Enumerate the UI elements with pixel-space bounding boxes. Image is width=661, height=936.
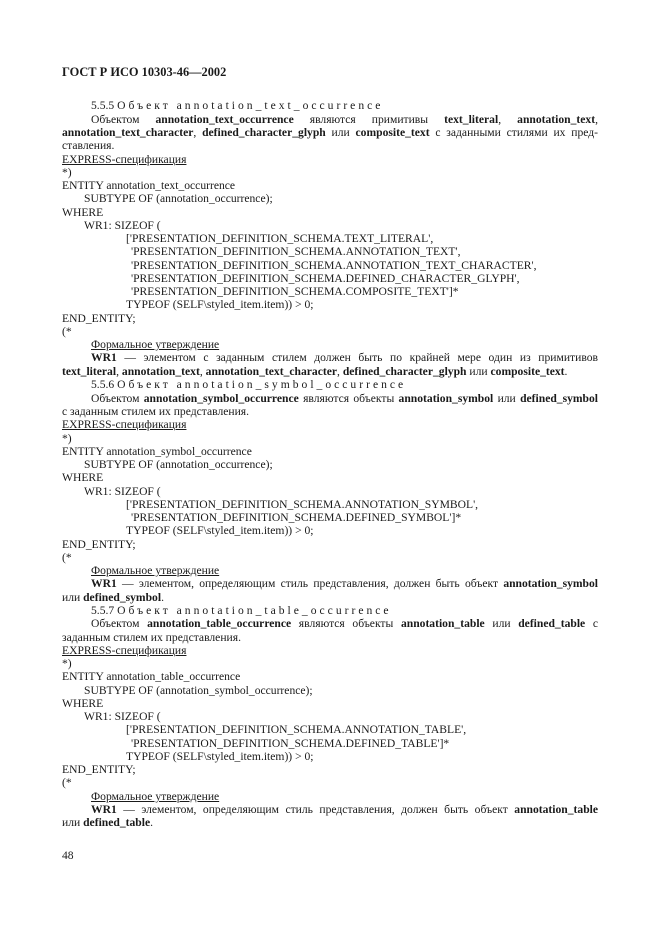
code-line: (* (62, 551, 72, 564)
code-line: SUBTYPE OF (annotation_symbol_occurrence); (84, 684, 313, 697)
code-line: 'PRESENTATION_DEFINITION_SCHEMA.ANNOTATION_TEXT', (131, 245, 461, 258)
code-line: ENTITY annotation_table_occurrence (62, 670, 241, 683)
code-line: TYPEOF (SELF\styled_item.item)) > 0; (126, 524, 314, 537)
section-heading-5-5-7 (91, 604, 392, 617)
paragraph-line: Объектом annotation_text_occurrence являются примитивы text_literal, annotation_text, (91, 113, 598, 126)
formal-statement-label: Формальное утверждение (91, 564, 220, 577)
code-line: 'PRESENTATION_DEFINITION_SCHEMA.DEFINED_CHARACTER_GLYPH', (131, 272, 520, 285)
code-line: ['PRESENTATION_DEFINITION_SCHEMA.ANNOTATION_TABLE', (126, 723, 467, 736)
express-spec-label: EXPRESS-спецификация (62, 644, 187, 657)
code-line: 'PRESENTATION_DEFINITION_SCHEMA.DEFINED_TABLE']* (131, 737, 450, 750)
code-line: WR1: SIZEOF ( (84, 485, 161, 498)
rule-line: или defined_symbol. (62, 591, 164, 604)
code-line: ENTITY annotation_symbol_occurrence (62, 445, 252, 458)
rule-line: WR1 — элементом с заданным стилем должен быть по крайней мере один из примитивов (91, 351, 598, 364)
code-line: TYPEOF (SELF\styled_item.item)) > 0; (126, 298, 314, 311)
code-line: WR1: SIZEOF ( (84, 219, 161, 232)
code-line: END_ENTITY; (62, 538, 136, 551)
code-line: SUBTYPE OF (annotation_occurrence); (84, 192, 273, 205)
code-line: *) (62, 657, 72, 670)
code-line: 'PRESENTATION_DEFINITION_SCHEMA.ANNOTATION_TEXT_CHARACTER', (131, 259, 537, 272)
formal-statement-label: Формальное утверждение (91, 338, 220, 351)
paragraph-line: annotation_text_character, defined_character_glyph или composite_text с заданными стилями их пред- (62, 126, 599, 139)
paragraph-line: ставления. (62, 139, 115, 152)
formal-statement-label: Формальное утверждение (91, 790, 220, 803)
paragraph-line: Объектом annotation_table_occurrence являются объекты annotation_table или defined_table с (91, 617, 599, 630)
code-line: ['PRESENTATION_DEFINITION_SCHEMA.TEXT_LITERAL', (126, 232, 434, 245)
code-line: WHERE (62, 697, 104, 710)
section-heading-5-5-6 (91, 378, 406, 391)
code-line: SUBTYPE OF (annotation_occurrence); (84, 458, 273, 471)
express-spec-label: EXPRESS-спецификация (62, 418, 187, 431)
code-line: (* (62, 325, 72, 338)
code-line: ['PRESENTATION_DEFINITION_SCHEMA.ANNOTATION_SYMBOL', (126, 498, 479, 511)
code-line: END_ENTITY; (62, 312, 136, 325)
rule-line: или defined_table. (62, 816, 154, 829)
paragraph-line: заданным стилем их представления. (62, 631, 241, 644)
section-number: 5.5.6 (91, 378, 115, 391)
code-line: WR1: SIZEOF ( (84, 710, 161, 723)
paragraph-line: с заданным стилем их представления. (62, 405, 250, 418)
document-header: ГОСТ Р ИСО 10303-46—2002 (62, 65, 227, 79)
express-spec-label: EXPRESS-спецификация (62, 153, 187, 166)
rule-line: text_literal, annotation_text, annotation_text_character, defined_character_glyph или composite_text. (62, 365, 568, 378)
section-title: Объект annotation_table_occurrence (117, 604, 392, 617)
section-title: Объект annotation_symbol_occurrence (117, 378, 407, 391)
code-line: *) (62, 166, 72, 179)
paragraph-line: Объектом annotation_symbol_occurrence являются объекты annotation_symbol или defined_symbol (91, 392, 599, 405)
code-line: END_ENTITY; (62, 763, 136, 776)
code-line: ENTITY annotation_text_occurrence (62, 179, 236, 192)
code-line: 'PRESENTATION_DEFINITION_SCHEMA.COMPOSITE_TEXT']* (131, 285, 459, 298)
code-line: (* (62, 776, 72, 789)
section-heading-5-5-5 (91, 99, 383, 112)
rule-line: WR1 — элементом, определяющим стиль представления, должен быть объект annotation_symbol (91, 577, 599, 590)
code-line: TYPEOF (SELF\styled_item.item)) > 0; (126, 750, 314, 763)
page-number: 48 (62, 849, 74, 862)
code-line: WHERE (62, 206, 104, 219)
section-number: 5.5.5 (91, 99, 115, 112)
code-line: *) (62, 432, 72, 445)
code-line: WHERE (62, 471, 104, 484)
code-line: 'PRESENTATION_DEFINITION_SCHEMA.DEFINED_SYMBOL']* (131, 511, 462, 524)
section-number: 5.5.7 (91, 604, 115, 617)
section-title: Объект annotation_text_occurrence (117, 99, 384, 112)
rule-line: WR1 — элементом, определяющим стиль представления, должен быть объект annotation_table (91, 803, 599, 816)
